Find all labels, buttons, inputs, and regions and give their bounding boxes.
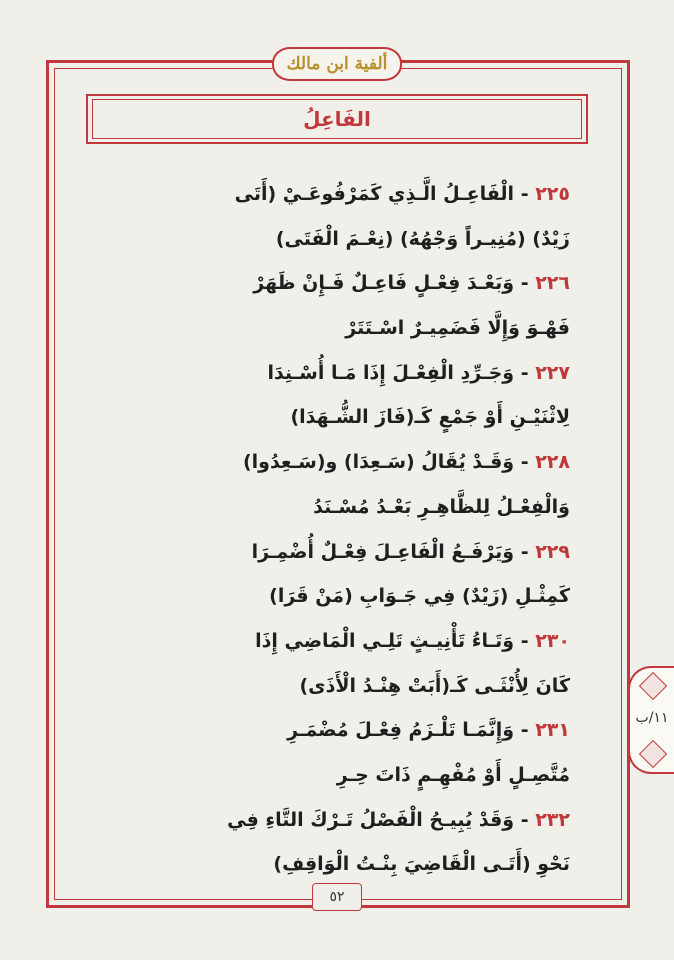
- chapter-header: [92, 99, 582, 139]
- folio-label: ١١/ب: [635, 710, 669, 726]
- verse-first-hemistich: ٢٣١ - وَإِنَّمَـا تَلْـزَمُ فِعْـلَ مُضْمَـرِ: [287, 719, 570, 742]
- verse-second-hemistich: نَحْوِ (أَتَـى الْقَاضِيَ بِنْـتُ الْوَاقِفِ): [273, 853, 570, 876]
- verse-number: ٢٢٩: [535, 540, 570, 563]
- verse-number: ٢٢٦: [535, 272, 570, 295]
- page-number-box: [312, 883, 362, 911]
- verse-first-hemistich: ٢٢٦ - وَبَعْـدَ فِعْـلٍ فَاعِـلٌ فَـإِنْ ظَهَرْ: [253, 272, 570, 295]
- book-title-cartouche: [272, 47, 402, 81]
- verse-list: [96, 172, 570, 887]
- verse-number: ٢٣٢: [535, 808, 570, 831]
- book-title: ألفية ابن مالك: [286, 54, 388, 74]
- verse-number: ٢٣٠: [535, 629, 570, 652]
- verse-second-hemistich: كَانَ لِأُنْثَـى كَـ(أَبَتْ هِنْـدُ الْأَذَى): [299, 674, 570, 697]
- verse-first-hemistich: ٢٢٥ - الْفَاعِـلُ الَّـذِي كَمَرْفُوعَـيْ (أَتَى: [234, 183, 570, 205]
- verse-first-hemistich: ٢٣٢ - وَقَدْ يُبِيـحُ الْفَصْلُ تَـرْكَ التَّاءِ فِي: [227, 808, 570, 831]
- verse-second-hemistich: وَالْفِعْـلُ لِلظَّاهِـرِ بَعْـدُ مُسْـنَدُ: [313, 495, 570, 518]
- diamond-ornament-icon: [639, 740, 667, 768]
- verse-first-hemistich: ٢٢٧ - وَجَـرِّدِ الْفِعْـلَ إِذَا مَـا أُسْـنِدَا: [267, 361, 570, 384]
- verse-second-hemistich: لِاثْنَيْـنِ أَوْ جَمْعٍ كَـ(فَازَ الشُّـهَدَا): [290, 406, 570, 429]
- verse-second-hemistich: كَمِثْـلِ (زَيْدٌ) فِي جَـوَابِ (مَنْ قَرَا): [269, 585, 570, 608]
- verse-second-hemistich: زَيْدٌ) (مُنِيـراً وَجْهُهُ) (نِعْـمَ الْفَتَى): [275, 227, 570, 250]
- verse-number: ٢٣١: [535, 719, 570, 742]
- verse-first-hemistich: ٢٢٨ - وَقَـدْ يُقَالُ (سَـعِدَا) و(سَـعِدُوا): [242, 451, 570, 474]
- page-number: ٥٢: [329, 889, 345, 905]
- chapter-title: الفَاعِلُ: [303, 107, 371, 131]
- verse-number: ٢٢٧: [535, 361, 570, 384]
- verse-first-hemistich: ٢٢٩ - وَيَرْفَـعُ الْفَاعِـلَ فِعْـلٌ أُضْمِـرَا: [251, 540, 570, 563]
- manuscript-folio-marker: [628, 666, 674, 774]
- verse-number: ٢٢٨: [535, 451, 570, 474]
- verse-second-hemistich: مُتَّصِـلٍ أَوْ مُفْهِـمٍ ذَاتَ حِـرِ: [336, 763, 570, 786]
- verse-first-hemistich: ٢٣٠ - وَتَـاءُ تَأْنِيـثٍ تَلِـي الْمَاضِي إِذَا: [255, 629, 570, 652]
- verse-second-hemistich: فَهْـوَ وَإِلَّا فَضَمِيـرٌ اسْـتَتَرْ: [345, 317, 570, 340]
- diamond-ornament-icon: [639, 672, 667, 700]
- verse-number: ٢٢٥: [535, 183, 570, 205]
